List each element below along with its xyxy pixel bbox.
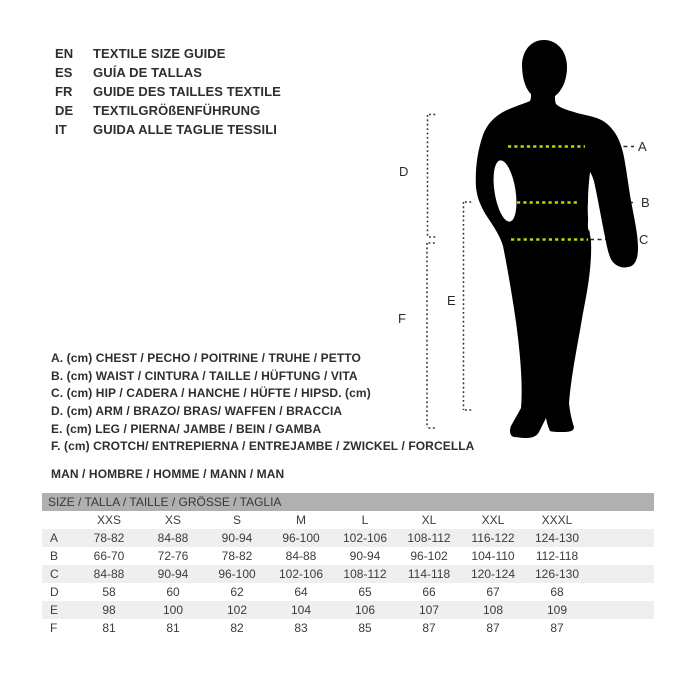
table-cell: 67	[486, 585, 500, 599]
table-cell: 120-124	[470, 567, 516, 581]
table-cell: 106	[354, 603, 376, 617]
filler-cell	[589, 511, 654, 529]
language-title: TEXTILE SIZE GUIDE	[93, 46, 226, 61]
table-cell: 108-112	[407, 531, 451, 545]
table-cell: 60	[166, 585, 180, 599]
row-label: C	[50, 567, 59, 581]
marker-label-c: C	[639, 232, 649, 247]
table-cell: 90-94	[157, 567, 189, 581]
marker-label-d: D	[399, 164, 409, 179]
column-header: XS	[164, 513, 181, 527]
table-cell: 96-100	[218, 567, 256, 581]
table-cell: 90-94	[221, 531, 253, 545]
language-code: DE	[55, 103, 74, 118]
table-cell: 68	[550, 585, 564, 599]
column-header: XXXL	[541, 513, 573, 527]
table-cell: 90-94	[349, 549, 381, 563]
column-header: M	[296, 513, 306, 527]
column-header: L	[361, 513, 369, 527]
table-cell: 78-82	[93, 531, 125, 545]
table-cell: 87	[550, 621, 564, 635]
table-cell: 72-76	[157, 549, 189, 563]
filler-cell	[589, 583, 654, 601]
table-cell: 82	[230, 621, 244, 635]
table-cell: 81	[102, 621, 116, 635]
language-code: ES	[55, 65, 73, 80]
table-cell: 107	[418, 603, 440, 617]
marker-label-e: E	[447, 293, 456, 308]
table-cell: 83	[294, 621, 308, 635]
table-cell: 87	[486, 621, 500, 635]
table-cell: 108-112	[343, 567, 387, 581]
gender-line: MAN / HOMBRE / HOMME / MANN / MAN	[51, 467, 285, 482]
size-table-section	[42, 493, 654, 637]
row-label: E	[50, 603, 59, 617]
legend-line-a: A. (cm) CHEST / PECHO / POITRINE / TRUHE / PETTO	[51, 351, 361, 365]
table-cell: 81	[166, 621, 180, 635]
table-row	[42, 619, 654, 637]
language-title: GUIDA ALLE TAGLIE TESSILI	[93, 122, 278, 137]
language-title: TEXTILGRÖßENFÜHRUNG	[93, 103, 261, 118]
filler-cell	[589, 547, 654, 565]
table-cell: 84-88	[157, 531, 189, 545]
table-row	[42, 529, 654, 547]
legend-line-d: D. (cm) ARM / BRAZO/ BRAS/ WAFFEN / BRACCIA	[51, 404, 343, 419]
row-label: A	[50, 531, 59, 545]
table-cell: 104-110	[471, 549, 515, 563]
table-cell: 62	[230, 585, 244, 599]
column-header: XL	[421, 513, 437, 527]
table-cell: 65	[358, 585, 372, 599]
table-cell: 78-82	[221, 549, 253, 563]
table-cell: 112-118	[535, 549, 579, 563]
table-cell: 102	[226, 603, 248, 617]
row-label: D	[50, 585, 59, 599]
table-row	[42, 565, 654, 583]
table-cell: 58	[102, 585, 116, 599]
marker-label-a: A	[638, 139, 647, 154]
table-cell: 85	[358, 621, 372, 635]
language-title: GUÍA DE TALLAS	[93, 65, 203, 80]
language-code: FR	[55, 84, 73, 99]
filler-cell	[589, 601, 654, 619]
table-cell: 84-88	[93, 567, 125, 581]
corner-cell	[42, 511, 77, 529]
marker-label-f: F	[398, 311, 406, 326]
legend-line-f: F. (cm) CROTCH/ ENTREPIERNA / ENTREJAMBE / ZWICKEL / FORCELLA	[51, 439, 475, 454]
column-header: S	[232, 513, 241, 527]
table-cell: 66-70	[93, 549, 125, 563]
filler-cell	[589, 529, 654, 547]
legend-line-c: C. (cm) HIP / CADERA / HANCHE / HÜFTE / HIPSD. (cm)	[51, 386, 371, 401]
filler-cell	[589, 619, 654, 637]
table-cell: 102-106	[278, 567, 324, 581]
table-cell: 116-122	[471, 531, 515, 545]
row-label: F	[50, 621, 58, 635]
column-header: XXS	[96, 513, 121, 527]
table-cell: 108	[482, 603, 504, 617]
table-cell: 98	[102, 603, 116, 617]
arm-bracket-d	[428, 115, 438, 238]
marker-label-b: B	[641, 195, 650, 210]
table-cell: 96-102	[410, 549, 448, 563]
table-cell: 124-130	[534, 531, 580, 545]
table-cell: 104	[290, 603, 312, 617]
legend-line-e: E. (cm) LEG / PIERNA/ JAMBE / BEIN / GAMBA	[51, 421, 322, 436]
table-cell: 87	[422, 621, 436, 635]
language-title: GUIDE DES TAILLES TEXTILE	[93, 84, 281, 99]
table-cell: 114-118	[407, 567, 451, 581]
legend-line-b: B. (cm) WAIST / CINTURA / TAILLE / HÜFTUNG / VITA	[51, 368, 358, 383]
table-row	[42, 583, 654, 601]
table-row	[42, 547, 654, 565]
language-code: IT	[55, 122, 67, 137]
row-label: B	[50, 549, 59, 563]
column-header: XXL	[481, 513, 505, 527]
table-cell: 109	[546, 603, 568, 617]
size-table-title-bar: SIZE / TALLA / TAILLE / GRÖSSE / TAGLIA	[42, 493, 654, 511]
table-cell: 100	[162, 603, 184, 617]
table-cell: 84-88	[285, 549, 317, 563]
table-cell: 102-106	[342, 531, 388, 545]
language-code: EN	[55, 46, 74, 61]
size-table	[42, 511, 654, 637]
table-row	[42, 601, 654, 619]
filler-cell	[589, 565, 654, 583]
table-cell: 66	[422, 585, 436, 599]
table-cell: 126-130	[534, 567, 580, 581]
table-cell: 96-100	[282, 531, 320, 545]
measurement-legend	[51, 350, 474, 483]
table-cell: 64	[294, 585, 308, 599]
size-columns-row	[42, 511, 654, 529]
